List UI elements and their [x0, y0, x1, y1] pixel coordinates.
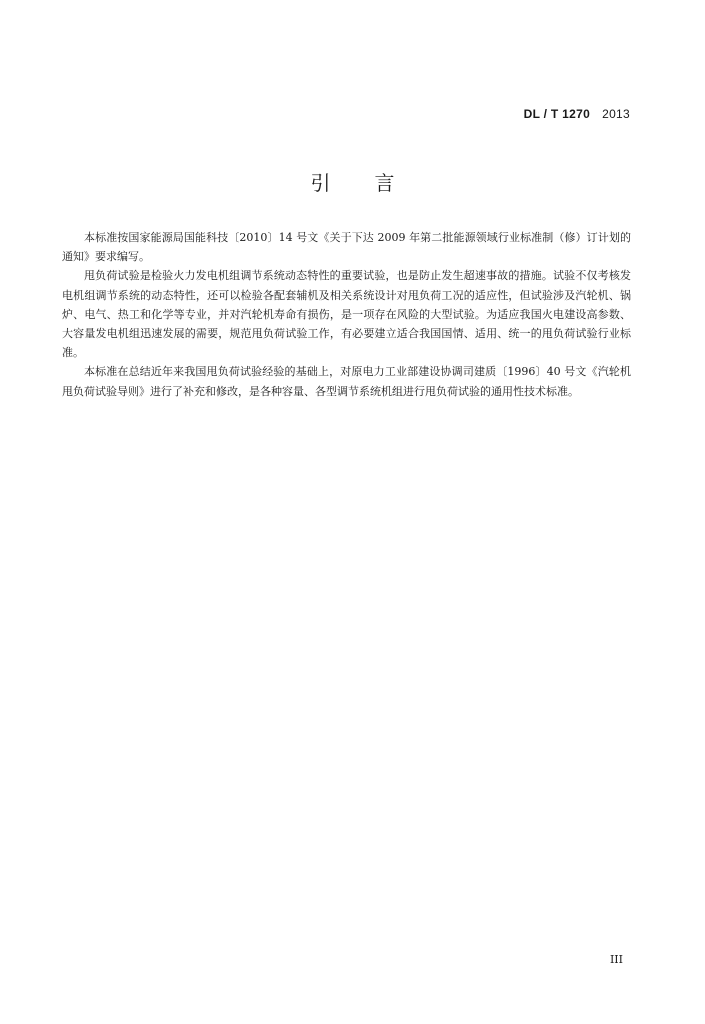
page-number: III	[609, 953, 623, 966]
introduction-body	[62, 228, 631, 401]
paragraph: 本标准在总结近年来我国甩负荷试验经验的基础上，对原电力工业部建设协调司建质〔1996〕40 号文《汽轮机甩负荷试验导则》进行了补充和修改，是各种容量、各型调节系统机组进行甩负荷试验的通用性技术标准。	[62, 365, 631, 398]
page-title	[0, 167, 705, 196]
standard-code: DL / T 1270	[523, 107, 591, 121]
paragraph: 本标准按国家能源局国能科技〔2010〕14 号文《关于下达 2009 年第二批能源领域行业标准制（修）订计划的通知》要求编写。	[62, 231, 631, 264]
paragraph: 甩负荷试验是检验火力发电机组调节系统动态特性的重要试验，也是防止发生超速事故的措施。试验不仅考核发电机组调节系统的动态特性，还可以检验各配套辅机及相关系统设计对甩负荷工况的适应性，但试验涉及汽轮机、锅炉、电气、热工和化学等专业，并对汽轮机寿命有损伤，是一项存在风险的大型试验。为适应我国火电建设高参数、大容量发电机组迅速发展的需要，规范甩负荷试验工作，有必要建立适合我国国情、适用、统一的甩负荷试验行业标准。	[62, 269, 631, 360]
document-code	[524, 107, 630, 121]
standard-year: 2013	[602, 107, 630, 121]
title-char-1: 引	[310, 171, 331, 195]
title-char-2: 言	[374, 171, 395, 195]
